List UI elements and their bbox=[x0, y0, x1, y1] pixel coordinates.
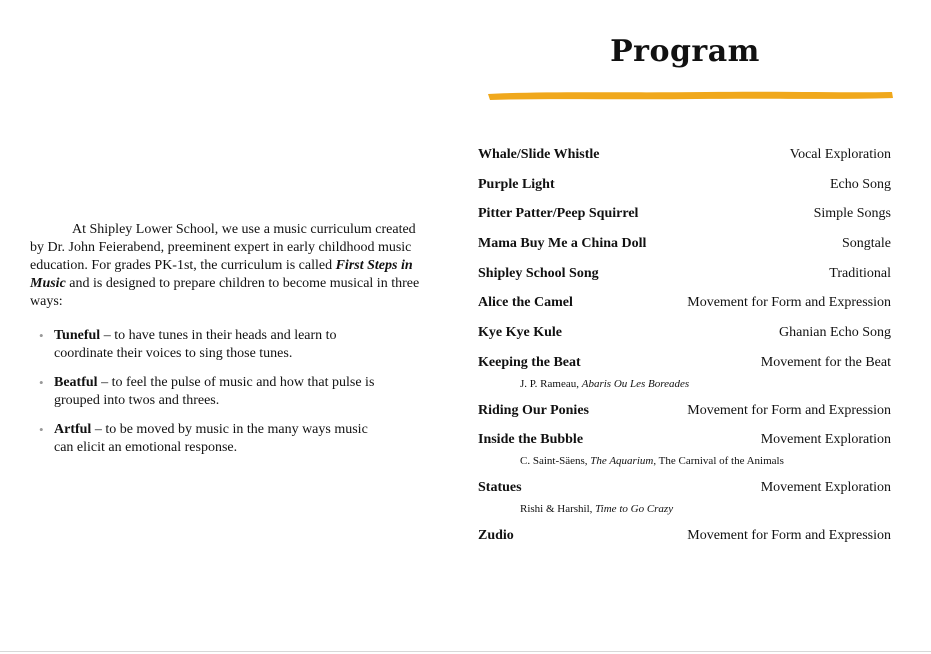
program-item-type: Vocal Exploration bbox=[789, 147, 891, 162]
program-item-name: Alice the Camel bbox=[478, 295, 573, 311]
program-item-type: Simple Songs bbox=[813, 206, 891, 222]
program-item-credit bbox=[478, 454, 891, 478]
program-item-name: Whale/Slide Whistle bbox=[478, 147, 600, 162]
brush-stroke-divider bbox=[486, 88, 896, 104]
credit-composer: J. P. Rameau, bbox=[520, 377, 582, 390]
program-item-name: Pitter Patter/Peep Squirrel bbox=[478, 206, 639, 222]
program-item-credit bbox=[478, 377, 891, 401]
goal-item: • Tuneful – to have tunes in their heads and learn to coordinate their voices to sing those tunes. bbox=[39, 328, 337, 361]
program-list bbox=[478, 145, 891, 555]
program-item-credit bbox=[478, 502, 891, 526]
program-item-type: Movement Exploration bbox=[760, 479, 891, 495]
goal-item: • Artful – to be moved by music in the many ways music can elicit an emotional response. bbox=[39, 422, 368, 455]
program-item-name: Purple Light bbox=[478, 176, 555, 192]
credit-composer: C. Saint-Säens, bbox=[520, 454, 591, 467]
credit-work: Time to Go Crazy bbox=[595, 502, 674, 515]
program-item bbox=[478, 234, 891, 264]
intro-paragraph: At Shipley Lower School, we use a music curriculum created by Dr. John Feierabend, preeminent expert in early childhood music education. For grades PK-1st, the curriculum is called First Steps in Music and is designed to prepare children to become musical in three ways: bbox=[30, 222, 420, 309]
program-item-type: Movement for the Beat bbox=[760, 354, 891, 370]
program-item-name: Riding Our Ponies bbox=[478, 402, 589, 418]
program-item bbox=[478, 293, 891, 323]
goals-list bbox=[30, 327, 430, 457]
program-item-name: Statues bbox=[478, 479, 522, 495]
program-item bbox=[478, 175, 891, 205]
program-item-type: Ghanian Echo Song bbox=[779, 325, 891, 341]
program-item bbox=[478, 526, 891, 556]
goal-item: • Beatful – to feel the pulse of music and how that pulse is grouped into twos and threes. bbox=[39, 375, 375, 408]
program-item-type: Movement for Form and Expression bbox=[687, 527, 891, 543]
bullet-icon: • bbox=[39, 328, 44, 343]
page-title: Program bbox=[610, 34, 760, 69]
program-item-name: Kye Kye Kule bbox=[478, 325, 562, 341]
program-item-name: Shipley School Song bbox=[478, 265, 599, 281]
program-item-type: Echo Song bbox=[829, 176, 891, 192]
program-item bbox=[478, 264, 891, 294]
credit-work: The Aquarium bbox=[590, 454, 654, 467]
program-item-type: Movement Exploration bbox=[760, 432, 891, 448]
credit-composer: Rishi & Harshil, bbox=[520, 502, 596, 515]
page-bottom-divider bbox=[0, 651, 931, 652]
program-item-type: Traditional bbox=[829, 265, 891, 281]
program-item bbox=[478, 145, 891, 175]
program-item-name: Mama Buy Me a China Doll bbox=[478, 236, 647, 252]
program-item bbox=[478, 323, 891, 353]
program-item-type: Movement for Form and Expression bbox=[687, 402, 891, 418]
program-item-name: Inside the Bubble bbox=[478, 432, 584, 448]
program-item-type: Movement for Form and Expression bbox=[687, 295, 891, 311]
intro-section bbox=[30, 221, 430, 468]
program-item-type: Songtale bbox=[842, 236, 891, 252]
program-item-name: Keeping the Beat bbox=[478, 354, 581, 370]
bullet-icon: • bbox=[39, 375, 44, 390]
curriculum-name: First Steps in Music bbox=[30, 258, 413, 291]
credit-suffix: , The Carnival of the Animals bbox=[653, 454, 784, 467]
program-item-name: Zudio bbox=[478, 527, 514, 543]
program-item bbox=[478, 401, 891, 431]
program-item bbox=[478, 204, 891, 234]
credit-work: Abaris Ou Les Boreades bbox=[581, 377, 690, 390]
bullet-icon: • bbox=[39, 422, 44, 437]
